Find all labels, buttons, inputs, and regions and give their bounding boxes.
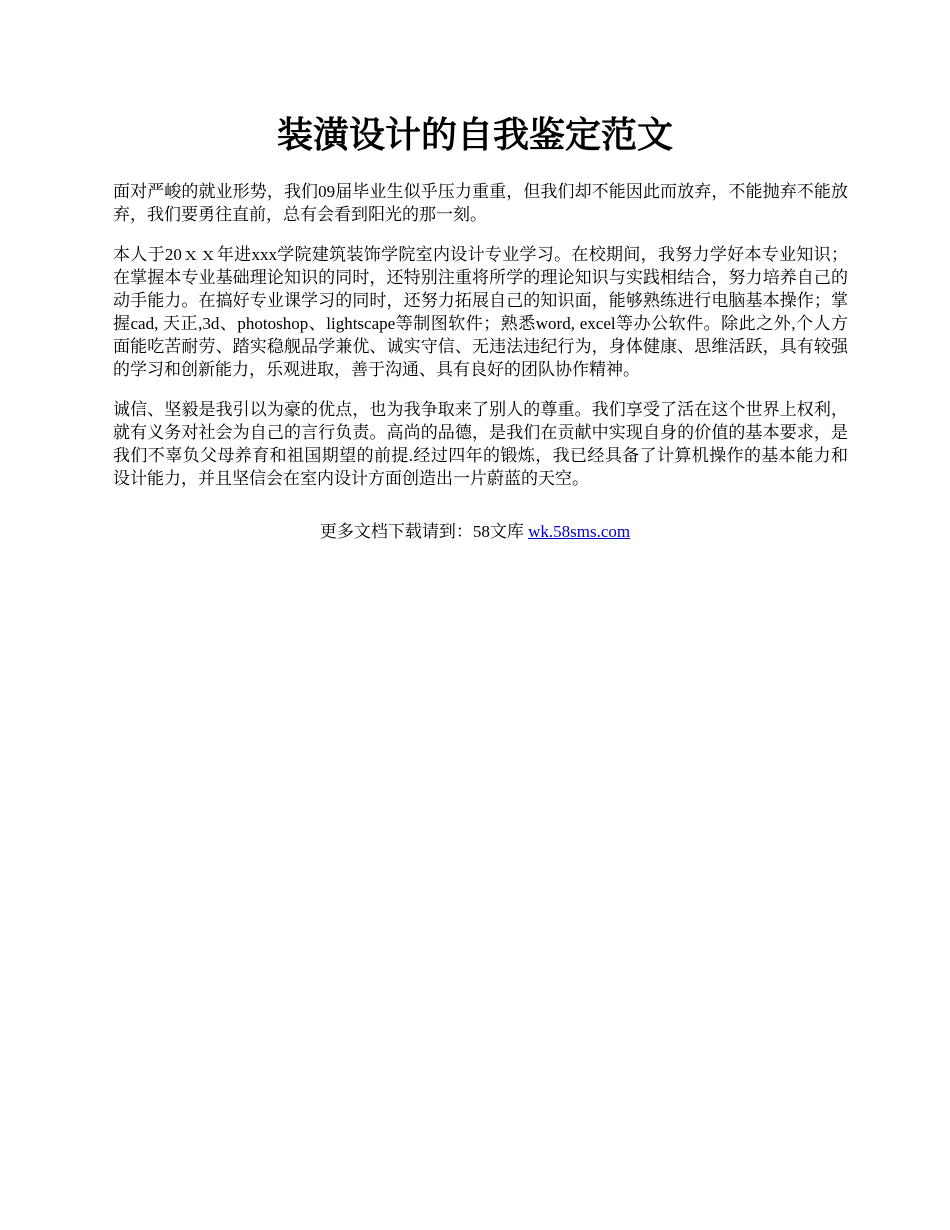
document-title: 装潢设计的自我鉴定范文	[276, 115, 673, 156]
paragraph-1: 面对严峻的就业形势，我们09届毕业生似乎压力重重，但我们却不能因此而放弃，不能抛弃不能放弃，我们要勇往直前，总有会看到阳光的那一刻。	[113, 182, 848, 224]
footer-link[interactable]: wk.58sms.com	[528, 522, 631, 541]
paragraph-2: 本人于20ｘｘ年进xxx学院建筑装饰学院室内设计专业学习。在校期间，我努力学好本专业知识；在掌握本专业基础理论知识的同时，还特别注重将所学的理论知识与实践相结合，努力培养自己的动手能力。在搞好专业课学习的同时，还努力拓展自己的知识面，能够熟练进行电脑基本操作；掌握cad, 天正,3d、photoshop、lightscape等制图软件；熟悉word, excel等办公软件。除此之外,个人方面能吃苦耐劳、踏实稳舰品学兼优、诚实守信、无违法违纪行为，身体健康、思维活跃，具有较强的学习和创新能力，乐观进取，善于沟通、具有良好的团队协作精神。	[113, 245, 848, 379]
footer-prefix: 更多文档下载请到：58文库	[319, 522, 529, 541]
document-body	[113, 180, 848, 507]
download-footer	[0, 520, 950, 543]
paragraph-3: 诚信、坚毅是我引以为豪的优点，也为我争取来了别人的尊重。我们享受了活在这个世界上权利，就有义务对社会为自己的言行负责。高尚的品德，是我们在贡献中实现自身的价值的基本要求，是我们不辜负父母养育和祖国期望的前提.经过四年的锻炼，我已经具备了计算机操作的基本能力和设计能力，并且坚信会在室内设计方面创造出一片蔚蓝的天空。	[113, 400, 848, 488]
